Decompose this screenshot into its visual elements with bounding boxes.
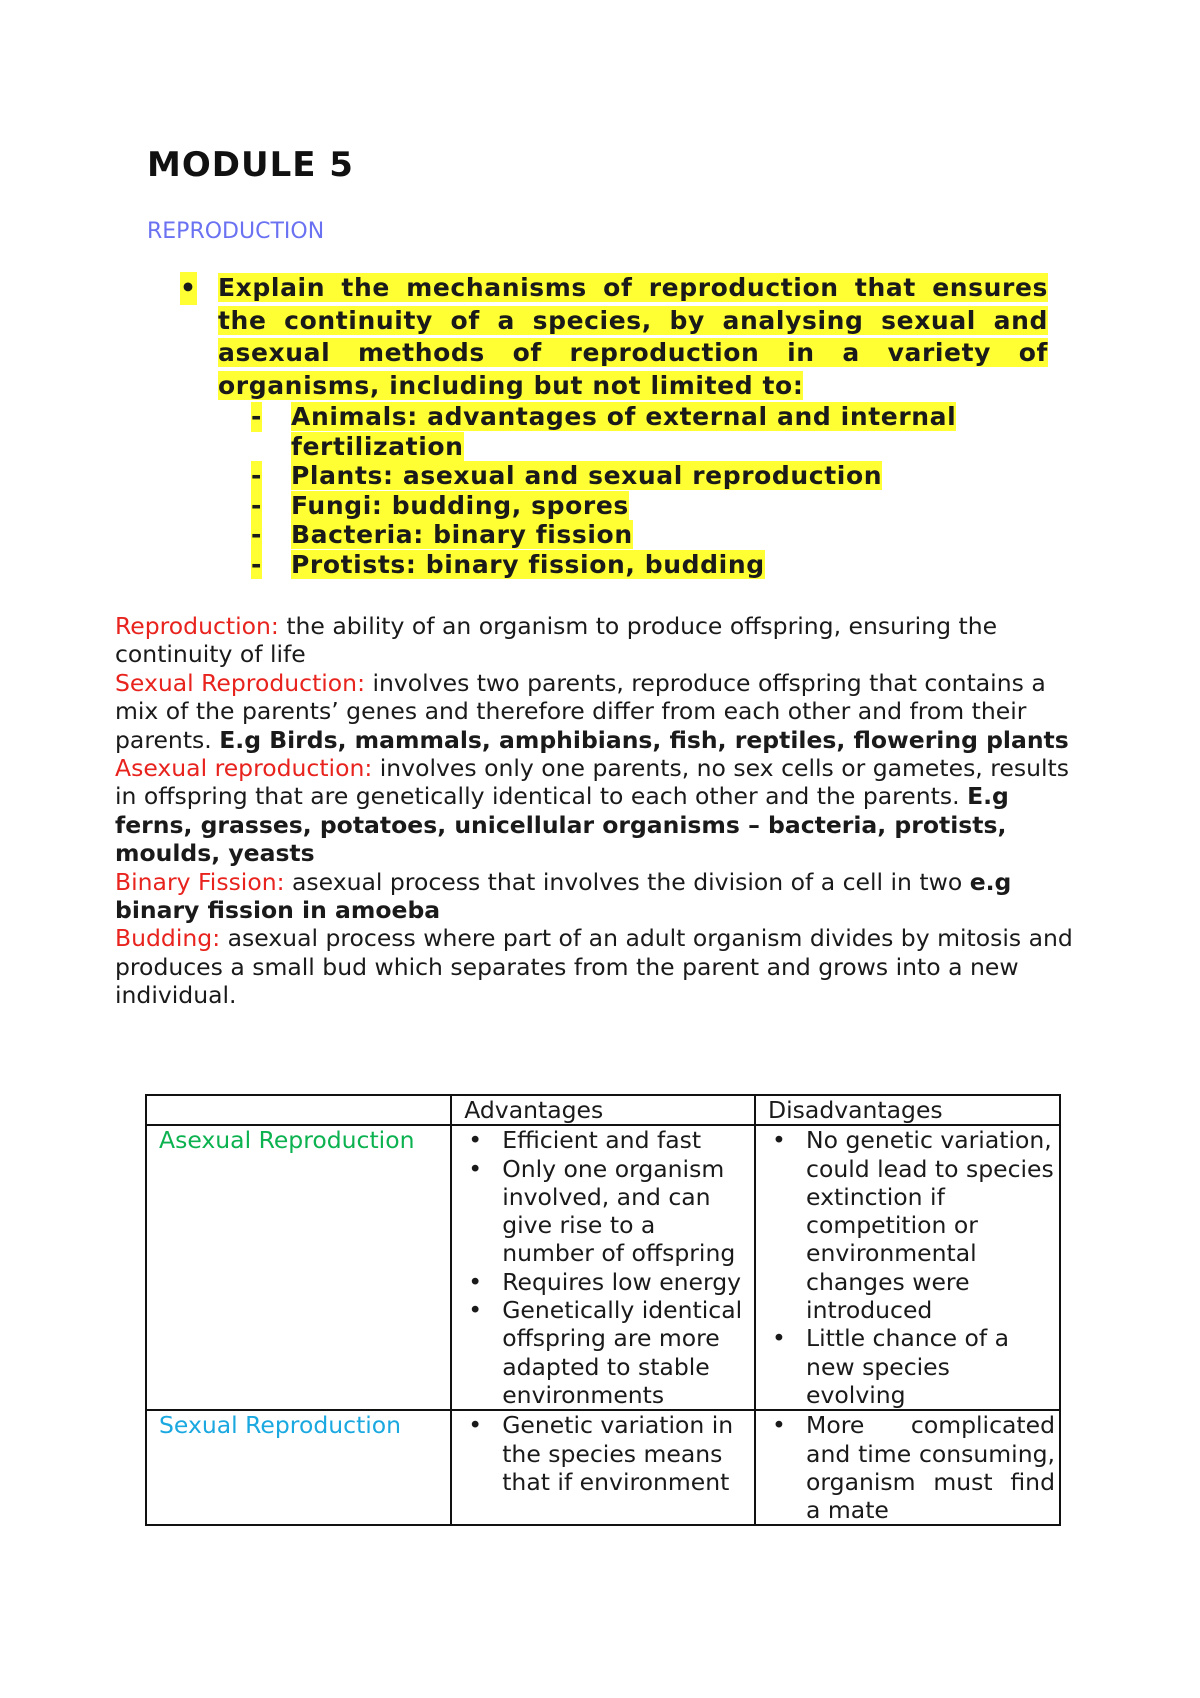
list-item: • Requires low energy [468, 1267, 742, 1296]
row-label-asexual: Asexual Reproduction [146, 1125, 451, 1410]
dash-icon: - [251, 402, 262, 431]
bullet-icon: • [772, 1411, 786, 1440]
definition-term: Sexual Reproduction: [115, 668, 365, 697]
bullet-icon: • [468, 1296, 483, 1325]
list-item: • Little chance of a new species evolving [772, 1324, 1010, 1409]
disadvantages-list [768, 1411, 1055, 1524]
list-item: • No genetic variation, could lead to species extinction if competition or environmental changes were introduced [772, 1126, 1054, 1325]
list-item: • More complicated and time consuming, organism must find a mate [772, 1411, 1055, 1525]
bullet-icon: • [772, 1324, 786, 1353]
definition-asexual-reproduction [115, 754, 1075, 868]
table-header-cell [146, 1095, 451, 1125]
module-title: MODULE 5 [147, 145, 354, 185]
bullet-icon: • [180, 272, 197, 305]
list-item: • Efficient and fast [468, 1126, 702, 1155]
definition-term: Reproduction: [115, 612, 279, 640]
definition-term: Budding: [115, 924, 221, 953]
objective-item: - Protists: binary fission, budding [251, 549, 765, 579]
row-label-sexual: Sexual Reproduction [146, 1410, 451, 1525]
objective-item: - Fungi: budding, spores [251, 490, 629, 520]
table-header-row [146, 1095, 1060, 1125]
comparison-table [145, 1094, 1061, 1526]
table-header-advantages: Advantages [451, 1095, 755, 1125]
objective-list [176, 402, 1048, 579]
definition-text: involves two parents, reproduce offspring that contains a mix of the parents’ genes and therefore differ from each other and from their parents. [115, 668, 1046, 754]
definition-binary-fission [115, 868, 1075, 925]
objective-intro-text: Explain the mechanisms of reproduction that ensures the continuity of a species, by analysing sexual and asexual methods of reproduction in a variety of organisms, including but not limited to: [218, 273, 1048, 400]
objective-item: - Bacteria: binary fission [251, 520, 633, 549]
definition-text: the ability of an organism to produce offspring, ensuring the continuity of life [115, 612, 998, 669]
objective-intro [176, 272, 1048, 402]
objective-item: - Plants: asexual and sexual reproduction [251, 461, 883, 490]
objective-item: - Animals: advantages of external and internal fertilization [251, 402, 957, 461]
list-item: • Only one organism involved, and can give rise to a number of offspring [468, 1154, 736, 1268]
dash-icon: - [251, 549, 262, 579]
definition-example: E.g ferns, grasses, potatoes, unicellular organisms – bacteria, protists, moulds, yeasts [115, 782, 1009, 868]
advantages-cell [451, 1410, 755, 1525]
definition-text: asexual process that involves the division of a cell in two [284, 867, 970, 896]
definition-example: E.g Birds, mammals, amphibians, fish, reptiles, flowering plants [219, 725, 1069, 754]
disadvantages-cell [755, 1410, 1060, 1525]
definition-term: Binary Fission: [115, 867, 285, 896]
definition-text: involves only one parents, no sex cells or gametes, results in offspring that are genetically identical to each other and the parents. [115, 754, 1069, 811]
advantages-list [464, 1126, 750, 1409]
table-row [146, 1410, 1060, 1525]
definition-reproduction [115, 612, 1075, 669]
definition-budding [115, 924, 1075, 1009]
definitions [115, 612, 1075, 1010]
bullet-icon: • [468, 1126, 483, 1155]
dash-icon: - [251, 520, 262, 549]
bullet-icon: • [772, 1126, 786, 1155]
table-row [146, 1125, 1060, 1410]
dash-icon: - [251, 490, 262, 520]
topic-heading: REPRODUCTION [147, 219, 325, 244]
dash-icon: - [251, 461, 262, 490]
learning-objectives [176, 272, 1048, 579]
definition-example: e.g binary fission in amoeba [115, 867, 1012, 925]
definition-term: Asexual reproduction: [115, 754, 373, 783]
list-item: • Genetically identical offspring are more adapted to stable environments [468, 1296, 743, 1409]
disadvantages-cell [755, 1125, 1060, 1410]
bullet-icon: • [468, 1154, 483, 1183]
bullet-icon: • [468, 1267, 483, 1296]
disadvantages-list [768, 1126, 1055, 1409]
table-header-disadvantages: Disadvantages [755, 1095, 1060, 1125]
definition-sexual-reproduction [115, 669, 1075, 754]
list-item: • Genetic variation in the species means that if environment [468, 1411, 734, 1496]
advantages-cell [451, 1125, 755, 1410]
bullet-icon: • [468, 1411, 483, 1440]
definition-text: asexual process where part of an adult organism divides by mitosis and produces a small bud which separates from the parent and grows into a new individual. [115, 924, 1073, 1010]
advantages-list [464, 1411, 750, 1496]
